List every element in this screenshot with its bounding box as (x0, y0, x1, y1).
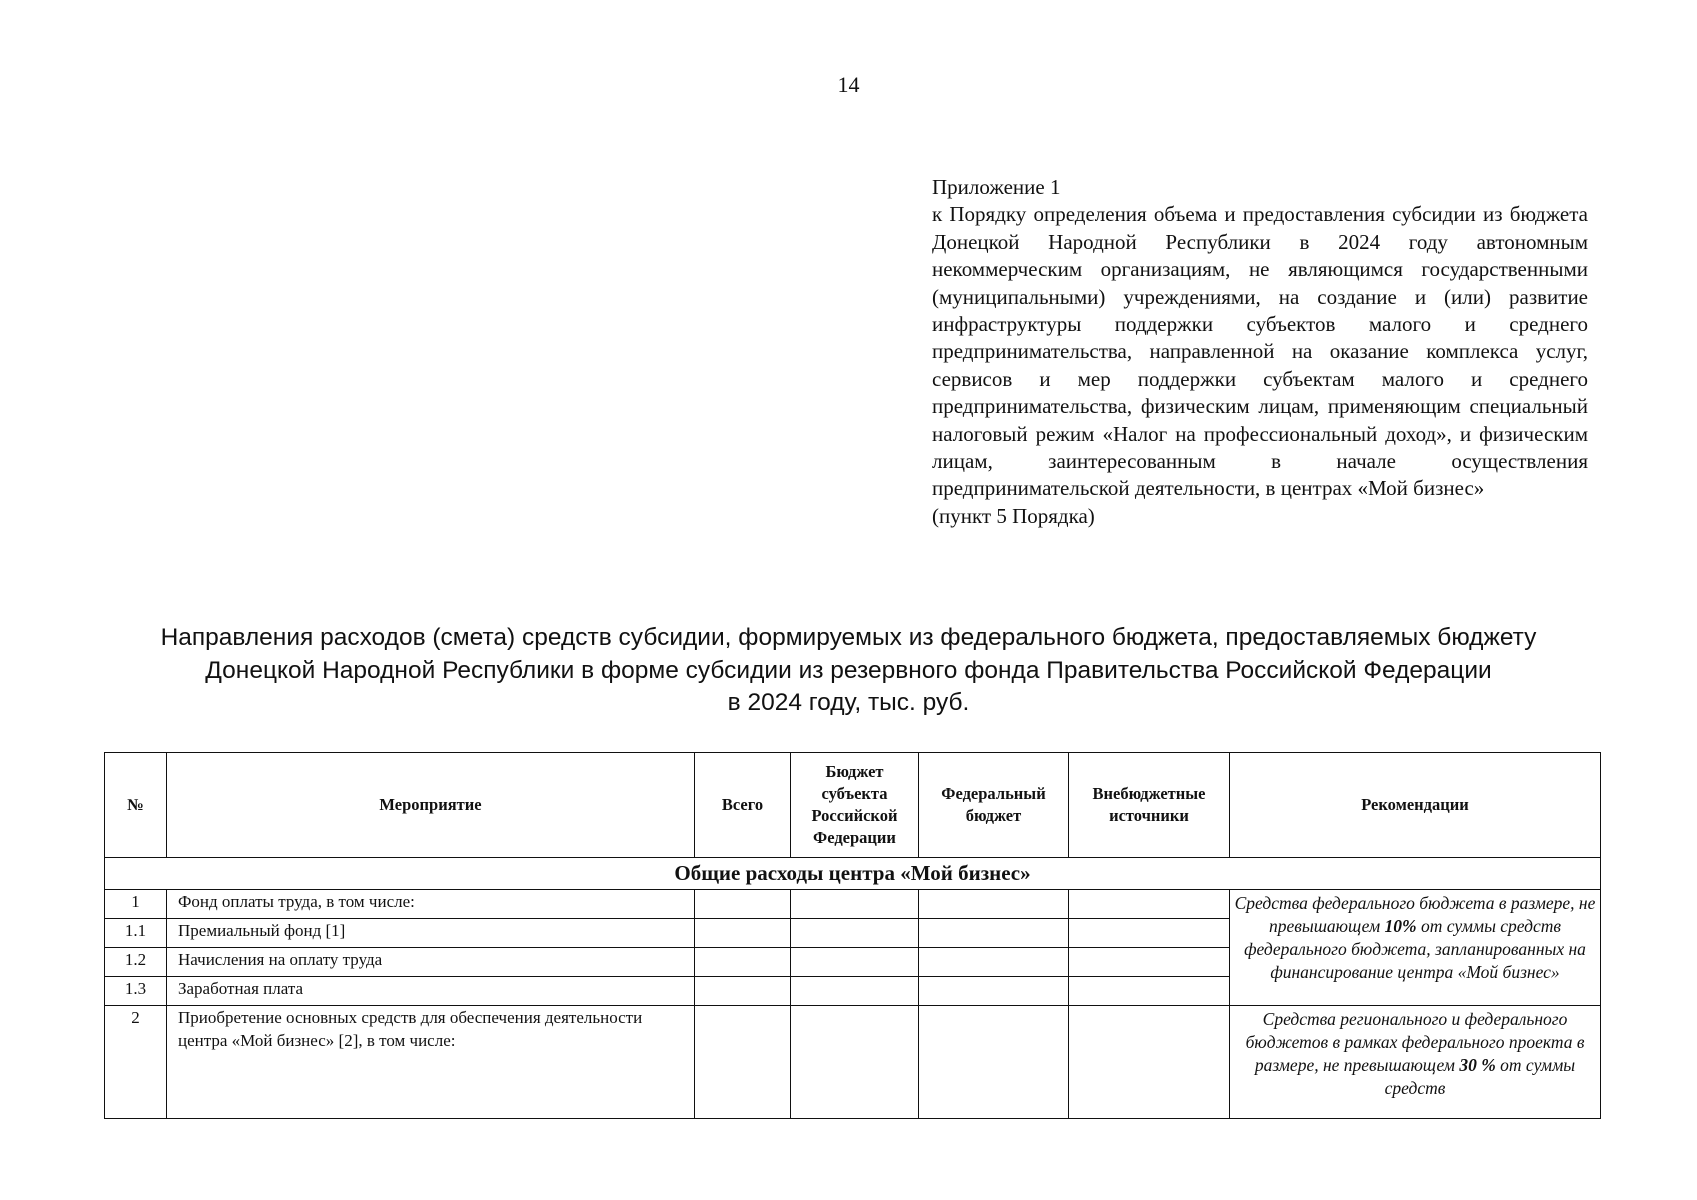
cell-federal (919, 919, 1069, 948)
row-num: 2 (105, 1006, 167, 1119)
header-federal-budget: Федеральный бюджет (919, 753, 1069, 858)
header-regional-budget: Бюджет субъекта Российской Федерации (791, 753, 919, 858)
recommendation-2-limit: 30 % (1459, 1055, 1496, 1075)
cell-regional (791, 919, 919, 948)
recommendation-1-limit: 10% (1384, 916, 1417, 936)
row-event: Фонд оплаты труда, в том числе: (167, 890, 695, 919)
cell-federal (919, 948, 1069, 977)
document-heading (100, 622, 1597, 720)
cell-regional (791, 1006, 919, 1119)
appendix-title: Приложение 1 (932, 175, 1061, 199)
appendix-body: к Порядку определения объема и предоставления субсидии из бюджета Донецкой Народной Республики в 2024 году автономным некоммерческим организациям, не являющимся государственными (муниципальными) учреждениями, на создание и (или) развитие инфраструктуры поддержки субъектов малого и среднего предпринимательства, направленной на оказание комплекса услуг, сервисов и мер поддержки субъектам малого и среднего предпринимательства, физическим лицам, применяющим специальный налоговый режим «Налог на профессиональный доход», и физическим лицам, заинтересованным в начале осуществления предпринимательской деятельности, в центрах «Мой бизнес» (932, 202, 1588, 501)
appendix-point-reference: (пункт 5 Порядка) (932, 503, 1095, 528)
row-event: Заработная плата (167, 977, 695, 1006)
row-num: 1.3 (105, 977, 167, 1006)
header-total: Всего (695, 753, 791, 858)
row-num: 1.1 (105, 919, 167, 948)
cell-regional (791, 890, 919, 919)
header-recommendations: Рекомендации (1230, 753, 1601, 858)
recommendation-cell-2: Средства регионального и федерального бюджетов в рамках федерального проекта в размере, не превышающем 30 % от суммы средств (1230, 1006, 1601, 1119)
table-header-row (105, 753, 1601, 858)
cell-federal (919, 890, 1069, 919)
row-event: Премиальный фонд [1] (167, 919, 695, 948)
cell-regional (791, 977, 919, 1006)
section-row (105, 858, 1601, 890)
heading-line-2: Донецкой Народной Республики в форме субсидии из резервного фонда Правительства Российской Федерации (205, 656, 1492, 684)
page-number: 14 (837, 72, 860, 97)
table-row (105, 1006, 1601, 1119)
cell-federal (919, 977, 1069, 1006)
cell-extrabudget (1069, 1006, 1230, 1119)
section-title: Общие расходы центра «Мой бизнес» (105, 858, 1601, 890)
header-extrabudget: Внебюджетные источники (1069, 753, 1230, 858)
heading-line-1: Направления расходов (смета) средств субсидии, формируемых из федерального бюджета, предоставляемых бюджету (160, 624, 1537, 651)
row-event: Приобретение основных средств для обеспечения деятельности центра «Мой бизнес» [2], в том числе: (167, 1006, 695, 1119)
budget-table (104, 752, 1601, 1119)
cell-regional (791, 948, 919, 977)
appendix-block (932, 174, 1588, 530)
cell-total (695, 948, 791, 977)
cell-extrabudget (1069, 948, 1230, 977)
heading-line-3: в 2024 году, тыс. руб. (727, 689, 970, 716)
cell-total (695, 1006, 791, 1119)
row-num: 1.2 (105, 948, 167, 977)
header-event: Мероприятие (167, 753, 695, 858)
cell-extrabudget (1069, 919, 1230, 948)
cell-extrabudget (1069, 890, 1230, 919)
cell-federal (919, 1006, 1069, 1119)
cell-total (695, 977, 791, 1006)
row-num: 1 (105, 890, 167, 919)
cell-total (695, 919, 791, 948)
row-event: Начисления на оплату труда (167, 948, 695, 977)
cell-extrabudget (1069, 977, 1230, 1006)
cell-total (695, 890, 791, 919)
table-row (105, 890, 1601, 919)
header-num: № (105, 753, 167, 858)
recommendation-cell-1: Средства федерального бюджета в размере, не превышающем 10% от суммы средств федерального бюджета, запланированных на финансирование центра «Мой бизнес» (1230, 890, 1601, 1006)
